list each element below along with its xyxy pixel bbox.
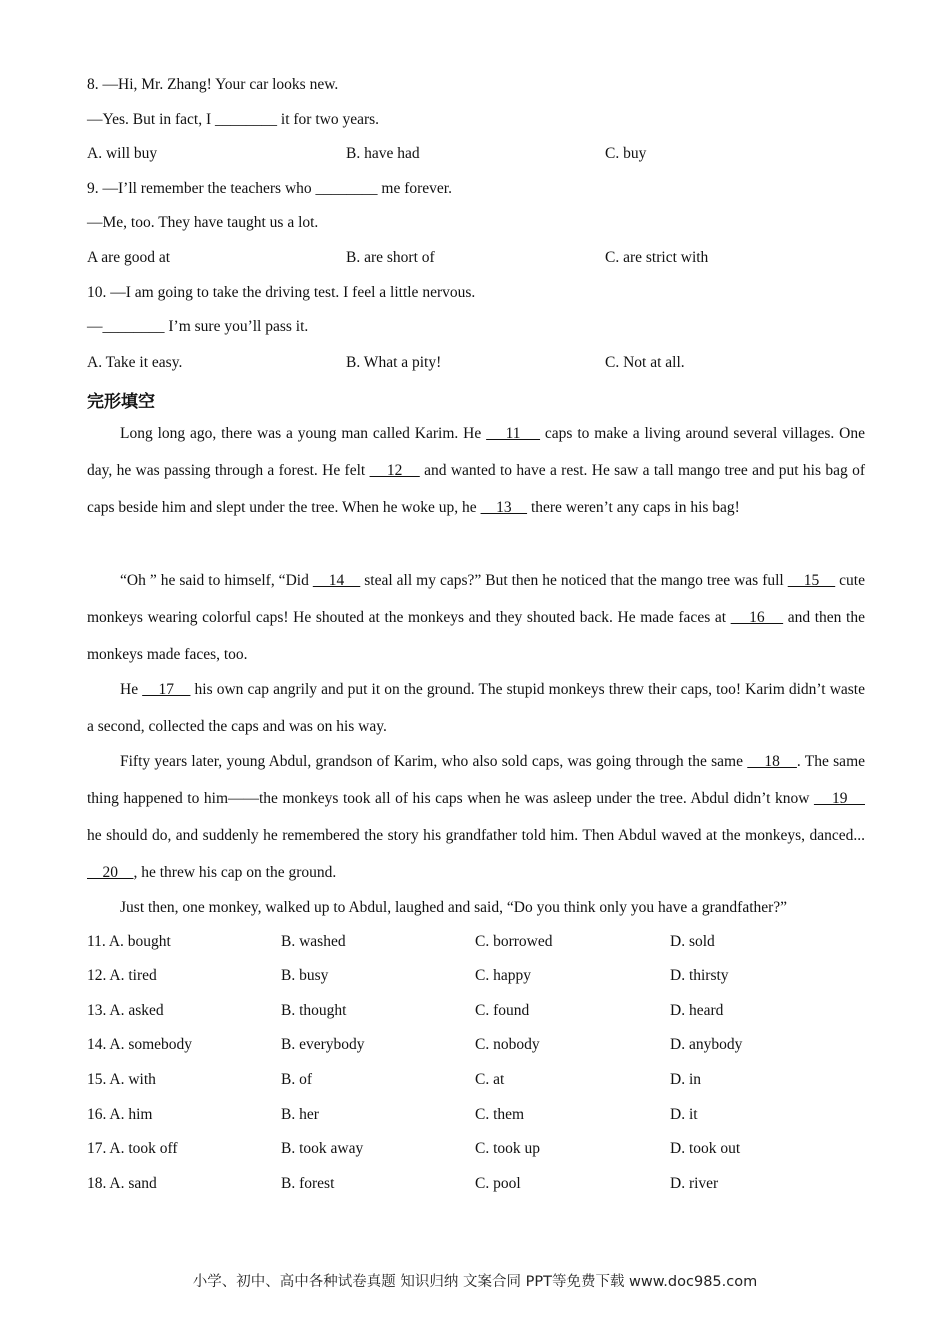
option-13-c: C. found xyxy=(475,1002,530,1019)
option-12-c: C. happy xyxy=(475,967,531,984)
option-15-c: C. at xyxy=(475,1071,505,1088)
blank-19: 19 xyxy=(813,790,865,807)
passage-text: He xyxy=(120,681,143,698)
option-14-a: 14. A. somebody xyxy=(87,1036,193,1053)
passage-paragraph-3 xyxy=(87,671,865,745)
option-15-b: B. of xyxy=(281,1071,312,1088)
option-14-c: C. nobody xyxy=(475,1036,540,1053)
page-footer: 小学、初中、高中各种试卷真题 知识归纳 文案合同 PPT等免费下载 www.doc985.com xyxy=(192,1274,758,1290)
passage-paragraph-4 xyxy=(87,743,865,891)
question-10-option-a: A. Take it easy. xyxy=(87,354,183,371)
question-10-option-b: B. What a pity! xyxy=(346,354,442,371)
blank-16: 16 xyxy=(730,609,784,626)
option-16-c: C. them xyxy=(475,1106,525,1123)
passage-text: he should do, and suddenly he remembered the story his grandfather told him. Then Abdul waved at the monkeys, danced... xyxy=(87,827,865,844)
blank-12: 12 xyxy=(369,462,420,479)
option-12-b: B. busy xyxy=(281,967,329,984)
passage-paragraph-5: Just then, one monkey, walked up to Abdul, laughed and said, “Do you think only you have a grandfather?” xyxy=(120,899,788,916)
option-14-d: D. anybody xyxy=(670,1036,743,1053)
passage-paragraph-1 xyxy=(87,415,865,526)
option-14-b: B. everybody xyxy=(281,1036,365,1053)
blank-20: 20 xyxy=(87,864,134,881)
blank-15: 15 xyxy=(787,572,836,589)
passage-text: and wanted to have a rest. He saw a tall mango tree and put his bag of caps beside him and slept under the tree. When he woke up, he xyxy=(87,462,865,516)
option-15-a: 15. A. with xyxy=(87,1071,156,1088)
blank-11: 11 xyxy=(486,425,541,442)
question-10-prompt: 10. —I am going to take the driving test. I feel a little nervous. xyxy=(87,284,476,301)
passage-text: caps to make a living around several villages. One day, he was passing through a forest. He felt xyxy=(87,425,865,479)
option-16-d: D. it xyxy=(670,1106,698,1123)
option-17-a: 17. A. took off xyxy=(87,1140,178,1157)
blank-14: 14 xyxy=(312,572,361,589)
option-18-d: D. river xyxy=(670,1175,719,1192)
question-10-option-c: C. Not at all. xyxy=(605,354,685,371)
question-8-prompt: 8. —Hi, Mr. Zhang! Your car looks new. xyxy=(87,76,339,93)
option-12-a: 12. A. tired xyxy=(87,967,157,984)
question-8-option-c: C. buy xyxy=(605,145,647,162)
option-11-b: B. washed xyxy=(281,933,346,950)
passage-text: there weren’t any caps in his bag! xyxy=(527,499,740,516)
question-8-reply: —Yes. But in fact, I ________ it for two years. xyxy=(87,111,380,128)
option-17-b: B. took away xyxy=(281,1140,364,1157)
question-9-reply: —Me, too. They have taught us a lot. xyxy=(87,214,319,231)
option-18-b: B. forest xyxy=(281,1175,335,1192)
option-16-b: B. her xyxy=(281,1106,319,1123)
passage-text: his own cap angrily and put it on the ground. The stupid monkeys threw their caps, too! Karim didn’t waste a second, collected the caps and was on his way. xyxy=(87,681,865,735)
option-13-b: B. thought xyxy=(281,1002,347,1019)
blank-17: 17 xyxy=(142,681,191,698)
question-9-prompt: 9. —I’ll remember the teachers who ________ me forever. xyxy=(87,180,452,197)
passage-text: and then the monkeys made faces, too. xyxy=(87,609,865,663)
question-10-reply: —________ I’m sure you’ll pass it. xyxy=(87,318,309,335)
passage-text: “Oh ” he said to himself, “Did xyxy=(120,572,313,589)
section-heading: 完形填空 xyxy=(87,392,155,412)
option-18-a: 18. A. sand xyxy=(87,1175,157,1192)
option-12-d: D. thirsty xyxy=(670,967,729,984)
passage-text: steal all my caps?” But then he noticed that the mango tree was full xyxy=(360,572,788,589)
option-16-a: 16. A. him xyxy=(87,1106,153,1123)
passage-text: , he threw his cap on the ground. xyxy=(133,864,337,881)
option-17-d: D. took out xyxy=(670,1140,741,1157)
question-8-option-a: A. will buy xyxy=(87,145,158,162)
option-17-c: C. took up xyxy=(475,1140,541,1157)
option-15-d: D. in xyxy=(670,1071,701,1088)
passage-text: Fifty years later, young Abdul, grandson of Karim, who also sold caps, was going through the same xyxy=(120,753,748,770)
question-9-option-b: B. are short of xyxy=(346,249,435,266)
passage-text: cute monkeys wearing colorful caps! He shouted at the monkeys and they shouted back. He made faces at xyxy=(87,572,865,626)
option-13-a: 13. A. asked xyxy=(87,1002,164,1019)
passage-paragraph-2 xyxy=(87,562,865,673)
option-18-c: C. pool xyxy=(475,1175,521,1192)
blank-13: 13 xyxy=(480,499,528,516)
question-9-option-a: A are good at xyxy=(87,249,171,266)
question-8-option-b: B. have had xyxy=(346,145,420,162)
option-11-c: C. borrowed xyxy=(475,933,553,950)
option-13-d: D. heard xyxy=(670,1002,724,1019)
option-11-a: 11. A. bought xyxy=(87,933,171,950)
passage-text: Long long ago, there was a young man called Karim. He xyxy=(120,425,487,442)
option-11-d: D. sold xyxy=(670,933,715,950)
question-9-option-c: C. are strict with xyxy=(605,249,709,266)
blank-18: 18 xyxy=(747,753,797,770)
passage-text: . The same thing happened to him——the monkeys took all of his caps when he was asleep under the tree. Abdul didn’t know xyxy=(87,753,865,807)
